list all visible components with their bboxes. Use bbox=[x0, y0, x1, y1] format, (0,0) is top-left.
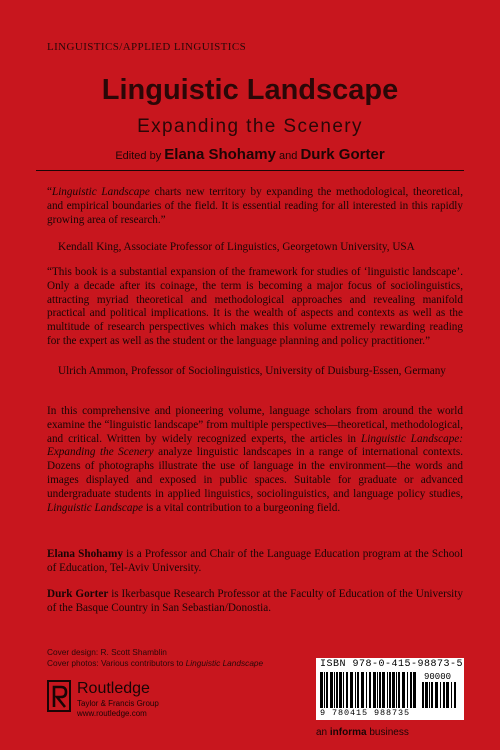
cover-design-credit: Cover design: R. Scott Shamblin bbox=[47, 647, 167, 657]
cover-photos-credit: Cover photos: Various contributors to Linguistic Landscape bbox=[47, 657, 264, 668]
endorsement-quote-1: “Linguistic Landscape charts new territory by expanding the methodological, theoretical, and empirical boundaries of the field. It is essential reading for all interested in this rapidly growing area of research.” bbox=[47, 186, 464, 226]
editor-name-2: Durk Gorter bbox=[300, 146, 385, 163]
editor-bio-2: Durk Gorter is Ikerbasque Research Professor at the Faculty of Education of the University of the Basque Country in San Sebastian/Donostia. bbox=[47, 588, 463, 614]
endorsement-attribution-1: Kendall King, Associate Professor of Linguistics, Georgetown University, USA bbox=[58, 241, 415, 253]
endorsement-attribution-2: Ulrich Ammon, Professor of Sociolinguistics, University of Duisburg-Essen, Germany bbox=[58, 365, 446, 377]
book-title: Linguistic Landscape bbox=[101, 74, 399, 106]
editors-line bbox=[0, 146, 500, 163]
informa-tagline: an informa business bbox=[316, 727, 409, 738]
editor-bio-1: Elana Shohamy is a Professor and Chair of the Language Education program at the School of Education, Tel-Aviv University. bbox=[47, 548, 463, 574]
barcode-number: 9 780415 988735 bbox=[320, 708, 411, 718]
quote1-book-title: Linguistic Landscape bbox=[51, 186, 150, 198]
divider-line bbox=[36, 170, 464, 171]
book-subtitle: Expanding the Scenery bbox=[137, 116, 363, 137]
publisher-name: Routledge bbox=[77, 680, 150, 697]
endorsement-quote-2: “This book is a substantial expansion of the framework for studies of ‘linguistic landscape’. Only a decade after its coinage, the term is becoming a major focus of sociolinguistics, attracting myriad theoretical and methodological approaches and revealing manifold practical and political implications. It is the wealth of aspects and contexts as well as the multitude of research perspectives which makes this volume extremely rewarding reading for the expert as well as the student or the language planning and policy practitioner.” bbox=[47, 266, 463, 347]
barcode-icon bbox=[320, 672, 420, 708]
edited-by-label: Edited by bbox=[115, 150, 162, 162]
isbn-label: ISBN 978-0-415-98873-5 bbox=[320, 659, 464, 670]
price-barcode-icon bbox=[422, 682, 460, 708]
editors-joiner: and bbox=[279, 150, 298, 162]
series-label: LINGUISTICS/APPLIED LINGUISTICS bbox=[47, 41, 247, 53]
book-description: In this comprehensive and pioneering volume, language scholars from around the world examine the “linguistic landscape” from multiple perspectives—theoretical, methodological, and critical. Written by widely recognized experts, the articles in Linguistic Landscape: Expanding the Scenery analyze linguistic landscapes in a range of international contexts. Dozens of photographs illustrate the use of language in the environment—the words and images displayed and exposed in public spaces. Suitable for graduate or advanced undergraduate students in applied linguistics, sociolinguistics, and language policy studies, Linguistic Landscape is a vital contribution to a burgeoning field. bbox=[47, 405, 463, 514]
isbn-barcode bbox=[316, 658, 464, 720]
publisher-details: Taylor & Francis Group www.routledge.com bbox=[77, 699, 159, 718]
price-code: 90000 bbox=[424, 672, 452, 682]
publisher-logo bbox=[47, 680, 267, 724]
routledge-r-icon bbox=[47, 680, 73, 714]
editor-name-1: Elana Shohamy bbox=[164, 146, 276, 163]
cover-credits bbox=[47, 647, 263, 668]
